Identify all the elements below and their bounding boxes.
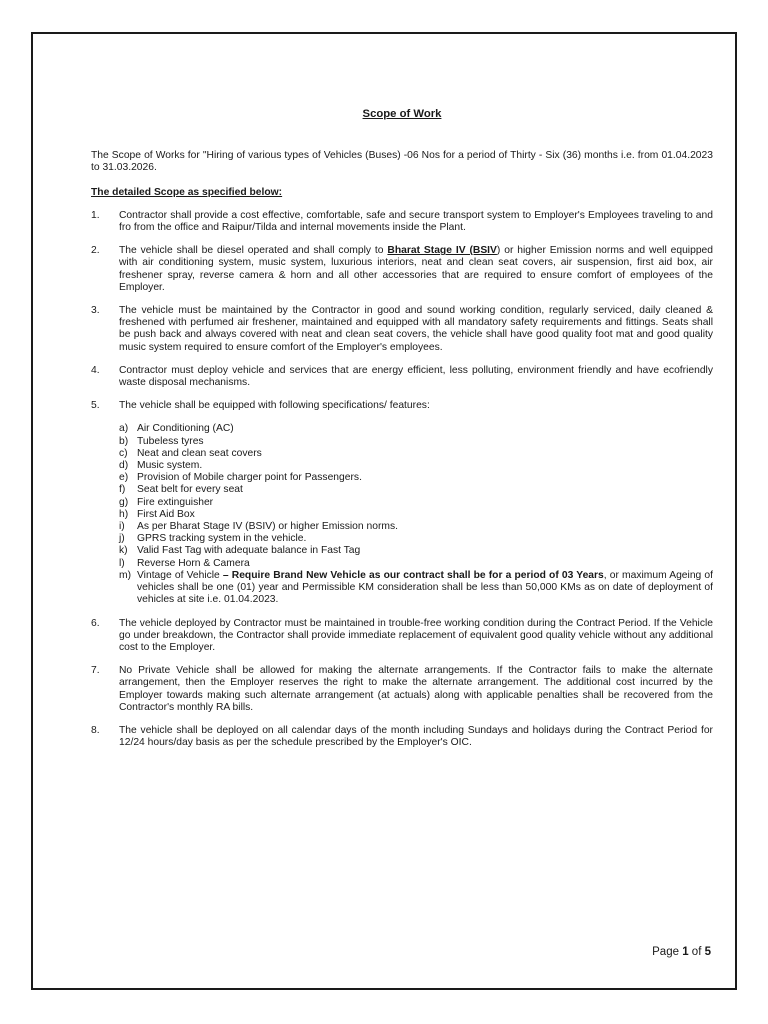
feature-list [119, 423, 713, 606]
item-number: 1. [91, 209, 100, 221]
item-text-pre: The vehicle shall be diesel operated and shall comply to [119, 245, 388, 257]
brand-new-emphasis: – Require Brand New Vehicle as our contract shall be for a period of 03 Years [222, 569, 604, 581]
page-total: 5 [704, 946, 711, 958]
feature-item [119, 436, 713, 448]
page-title: Scope of Work [362, 108, 442, 120]
item-text: The vehicle shall be deployed on all calendar days of the month including Sundays and holidays during the Contract Period for 12/24 hours/day basis as per the schedule prescribed by the Employer's OIC. [119, 724, 713, 749]
feature-text: Reverse Horn & Camera [137, 557, 250, 569]
feature-item [119, 545, 713, 557]
feature-text: Music system. [137, 460, 203, 472]
feature-item [119, 497, 713, 509]
feature-text: Tubeless tyres [137, 435, 204, 447]
feature-text-pre: Vintage of Vehicle [137, 569, 223, 581]
item-number: 2. [91, 245, 100, 257]
feature-letter: d) [119, 460, 129, 472]
scope-item-1 [91, 210, 713, 234]
feature-item [119, 570, 713, 607]
feature-item [119, 448, 713, 460]
page-number [652, 946, 711, 958]
scope-item-4 [91, 365, 713, 389]
feature-item [119, 509, 713, 521]
feature-item [119, 460, 713, 472]
feature-letter: a) [119, 423, 129, 435]
item-number: 8. [91, 724, 100, 736]
scope-list [91, 210, 713, 750]
feature-text: Provision of Mobile charger point for Passengers. [137, 472, 362, 484]
feature-text: Neat and clean seat covers [137, 447, 262, 459]
feature-letter: f) [119, 484, 126, 496]
page-current: 1 [682, 946, 689, 958]
bsiv-emphasis: Bharat Stage IV (BSIV [387, 245, 497, 257]
feature-item [119, 533, 713, 545]
feature-letter: b) [119, 435, 129, 447]
page-of: of [688, 946, 705, 958]
scope-item-3 [91, 305, 713, 354]
scope-item-2 [91, 245, 713, 294]
feature-letter: k) [119, 545, 128, 557]
feature-item [119, 423, 713, 435]
feature-item [119, 472, 713, 484]
feature-letter: j) [119, 533, 125, 545]
feature-letter: g) [119, 496, 129, 508]
scope-item-8 [91, 725, 713, 749]
feature-text: GPRS tracking system in the vehicle. [137, 533, 307, 545]
feature-item [119, 558, 713, 570]
feature-text: Air Conditioning (AC) [137, 423, 234, 435]
document-content [91, 108, 713, 760]
item-number: 6. [91, 617, 100, 629]
item-text: The vehicle must be maintained by the Contractor in good and sound working condition, regularly serviced, daily cleaned & freshened with perfumed air freshener, maintained and equipped with all mandatory safety requirements and fittings. Seats shall be push back and always covered with neat and clean seat covers, the vehicle shall have good quality foot mat and good quality music system required to ensure comfort of the Employer's employees. [119, 305, 713, 353]
feature-text: As per Bharat Stage IV (BSIV) or higher Emission norms. [137, 521, 398, 533]
item-number: 4. [91, 364, 100, 376]
feature-letter: i) [119, 521, 125, 533]
scope-subheading: The detailed Scope as specified below: [91, 186, 283, 198]
intro-paragraph: The Scope of Works for "Hiring of various types of Vehicles (Buses) -06 Nos for a period of Thirty - Six (36) months i.e. from 01.04.2023 to 31.03.2026. [91, 150, 713, 174]
feature-item [119, 521, 713, 533]
feature-letter: c) [119, 447, 128, 459]
item-text: Contractor must deploy vehicle and services that are energy efficient, less polluting, environment friendly and have ecofriendly waste disposal mechanisms. [119, 364, 713, 389]
feature-letter: h) [119, 508, 129, 520]
feature-text: Fire extinguisher [137, 496, 214, 508]
page-prefix: Page [652, 946, 683, 958]
feature-item [119, 484, 713, 496]
item-text: The vehicle shall be equipped with following specifications/ features: [119, 400, 430, 412]
item-number: 5. [91, 400, 100, 412]
feature-letter: l) [119, 557, 125, 569]
scope-item-5 [91, 400, 713, 606]
item-number: 3. [91, 305, 100, 317]
scope-item-7 [91, 665, 713, 714]
feature-letter: e) [119, 472, 129, 484]
document-page [31, 32, 737, 990]
feature-text: Seat belt for every seat [137, 484, 243, 496]
item-text-post: ) or higher Emission norms and well equipped with air conditioning system, music system, luxurious interiors, neat and clean seat covers, air suspension, first aid box, air freshener spray, reverse camera & horn and all other accessories that are required to ensure comfort of employees of the Employer. [119, 245, 714, 293]
feature-letter: m) [119, 569, 132, 581]
item-text: The vehicle deployed by Contractor must be maintained in trouble-free working condition during the Contract Period. If the Vehicle go under breakdown, the Contractor shall provide immediate replacement of equivalent good quality vehicle without any additional cost to the Employer. [119, 617, 713, 653]
item-text: No Private Vehicle shall be allowed for making the alternate arrangements. If the Contractor fails to make the alternate arrangement, then the Employer reserves the right to make the alternate arrangement. The additional cost incurred by the Employer towards making such alternate arrangement (at actuals) along with applicable penalties shall be recovered from the Contractor's monthly RA bills. [119, 665, 713, 713]
item-text: Contractor shall provide a cost effective, comfortable, safe and secure transport system to Employer's Employees traveling to and fro from the office and Raipur/Tilda and internal movements inside the Plant. [119, 209, 713, 234]
feature-text-post: , or maximum Ageing of vehicles shall be one (01) year and Permissible KM consideration shall be less than 50,000 KMs as on date of deployment of vehicles at site i.e. 01.04.2023. [137, 569, 713, 606]
scope-item-6 [91, 618, 713, 655]
item-number: 7. [91, 665, 100, 677]
feature-text: Valid Fast Tag with adequate balance in Fast Tag [137, 545, 361, 557]
feature-text: First Aid Box [137, 508, 195, 520]
